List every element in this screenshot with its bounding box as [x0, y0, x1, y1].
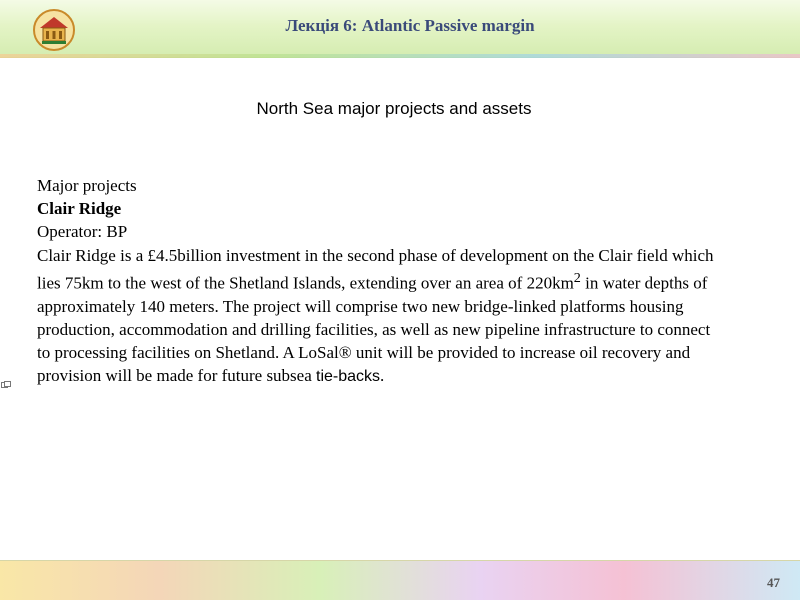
header-decor-strip [0, 54, 800, 58]
description-part-2: in water depths of approximately 140 meters. The project will comprise two new bridge-linked platforms housing production, accommodation and drilling facilities, as well as new pipeline infrastructure to connect to processing facilities on Shetland. A LoSal® unit will be provided to increase oil recovery and provision will be made for future subsea [37, 273, 711, 386]
slide-title: North Sea major projects and assets [256, 99, 532, 118]
description-part-1: Clair Ridge is a £4.5billion investment in the second phase of development on the Clair field which lies 75km to the west of the Shetland Islands, extending over an area of 220km [37, 245, 714, 293]
page-number: 47 [767, 575, 780, 590]
slide-header [0, 0, 800, 58]
lecture-title: Лекція 6: Atlantic Passive margin [285, 16, 535, 35]
description-end: . [380, 366, 385, 386]
slide-link-icon[interactable] [1, 381, 11, 389]
section-label: Major projects [37, 176, 137, 195]
tie-backs-text: tie-backs [316, 368, 381, 386]
project-name: Clair Ridge [37, 199, 122, 219]
slide-footer [0, 560, 800, 600]
university-crest-logo [32, 8, 76, 52]
content-text-block [37, 174, 717, 388]
project-description [37, 244, 717, 389]
superscript-2: 2 [573, 269, 581, 286]
operator-line: Operator: BP [37, 222, 128, 242]
